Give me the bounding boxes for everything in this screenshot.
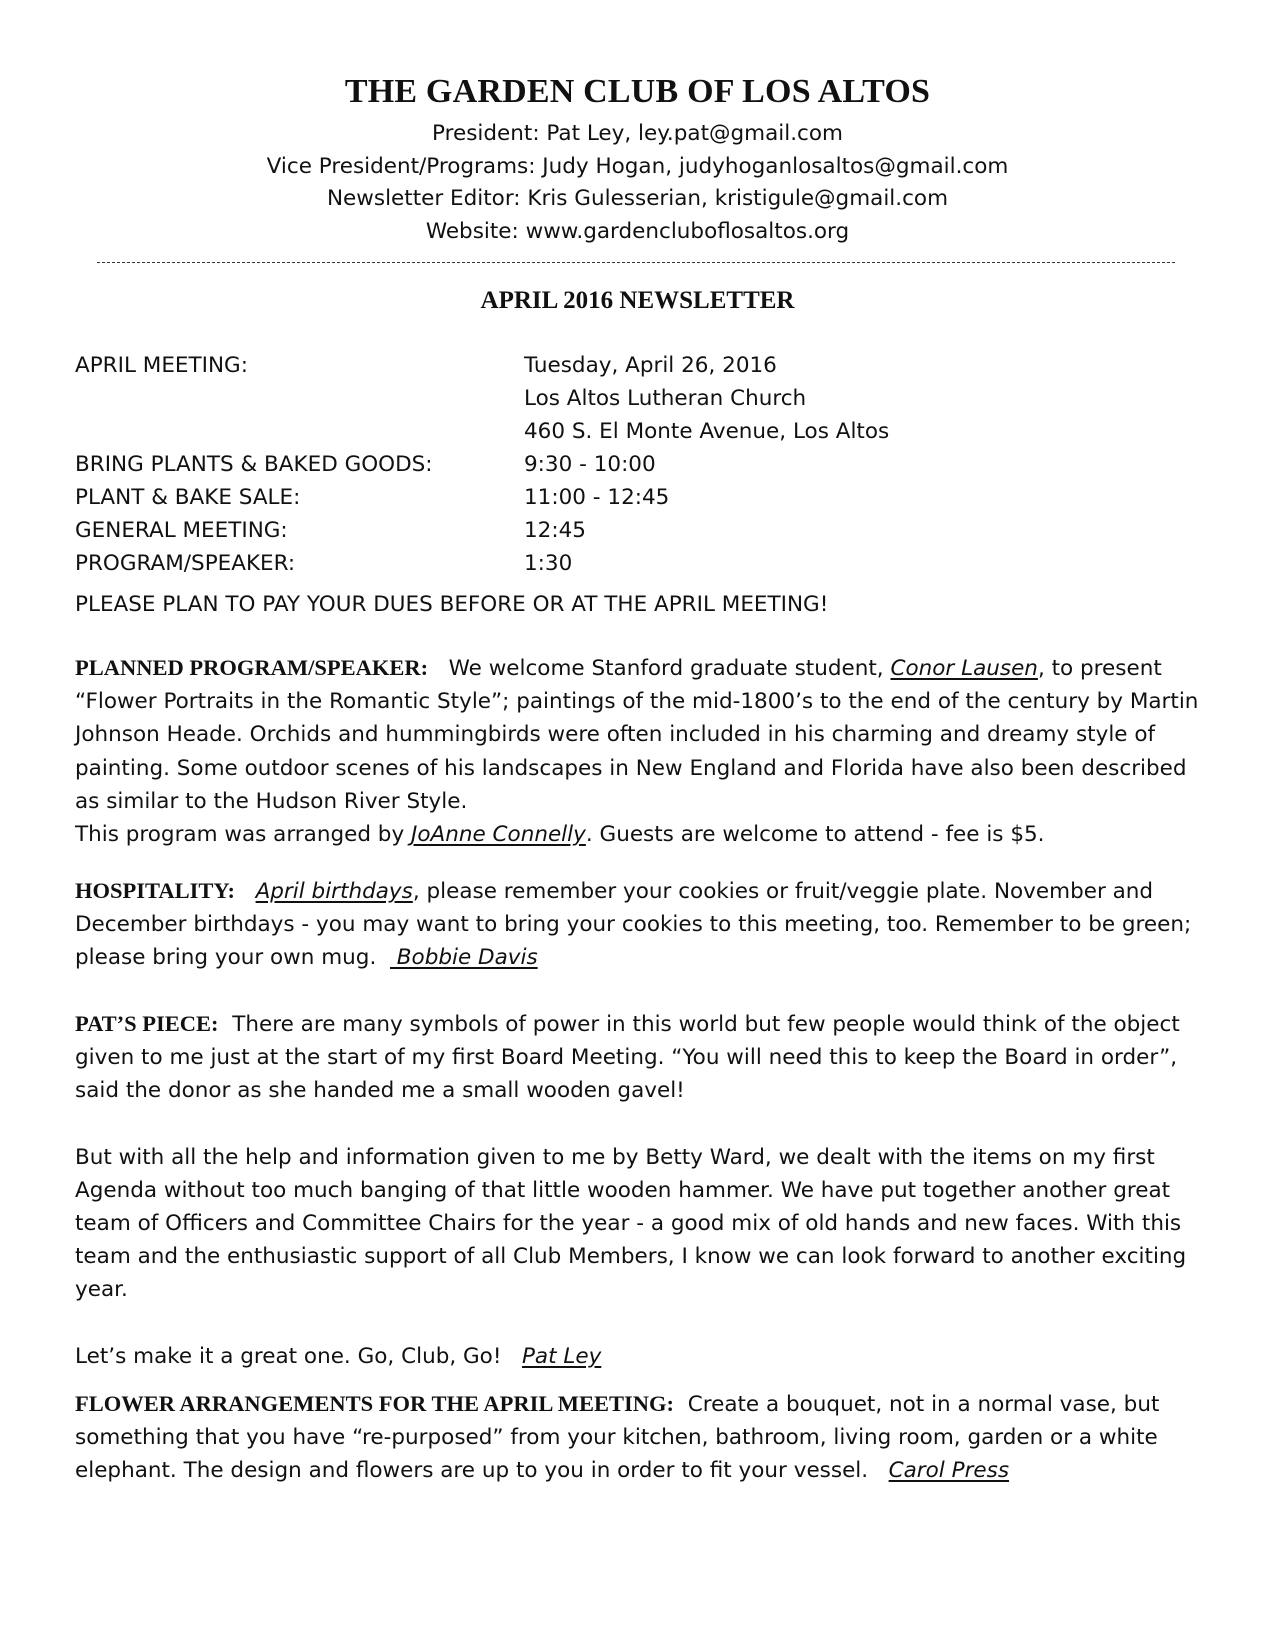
schedule-value: 1:30 bbox=[524, 551, 573, 576]
flower-arrangements-heading: FLOWER ARRANGEMENTS FOR THE APRIL MEETING: bbox=[75, 1391, 675, 1416]
program-section bbox=[75, 651, 1205, 851]
schedule-row bbox=[75, 514, 1195, 547]
hospitality-text: , please remember your cookies or fruit/veggie plate. November and December birthdays - you may want to bring your cookies to this meeting, too. Remember to be green; please bring your own mug. bbox=[75, 879, 1199, 971]
contact-block bbox=[0, 118, 1275, 248]
flower-arrangements-paragraph bbox=[75, 1387, 1205, 1488]
schedule-value: Los Altos Lutheran Church bbox=[524, 386, 807, 411]
hospitality-heading: HOSPITALITY: bbox=[75, 878, 236, 903]
pats-piece-heading: PAT’S PIECE: bbox=[75, 1011, 219, 1036]
newsletter-title: APRIL 2016 NEWSLETTER bbox=[480, 287, 795, 314]
schedule-value: Tuesday, April 26, 2016 bbox=[524, 353, 777, 378]
schedule-row bbox=[75, 547, 1195, 580]
schedule-row bbox=[75, 448, 1195, 481]
schedule-row bbox=[75, 382, 1195, 415]
pats-piece-paragraph-3 bbox=[75, 1340, 1205, 1373]
arranger-name: JoAnne Connelly bbox=[411, 822, 586, 848]
pats-piece-text: There are many symbols of power in this world but few people would think of the object given to me just at the start of my first Board Meeting. “You will need this to keep the Board in order”, said the donor as she handed me a small wooden gavel! bbox=[75, 1012, 1187, 1104]
dues-notice: PLEASE PLAN TO PAY YOUR DUES BEFORE OR AT THE APRIL MEETING! bbox=[75, 592, 829, 617]
dues-notice-section bbox=[75, 588, 1205, 621]
dashed-divider bbox=[97, 262, 1175, 263]
vice-president-line: Vice President/Programs: Judy Hogan, judyhoganlosaltos@gmail.com bbox=[266, 153, 1009, 179]
program-paragraph bbox=[75, 651, 1205, 818]
program-text: We welcome Stanford graduate student, bbox=[428, 656, 891, 681]
program-text: , to present “Flower Portraits in the Romantic Style”; paintings of the mid-1800’s to the end of the century by Martin Johnson Heade. Orchids and hummingbirds were often included in his charming and dreamy style of painting. Some outdoor scenes of his landscapes in New England and Florida have also been described as similar to the Hudson River Style. bbox=[75, 656, 1199, 814]
schedule-label: BRING PLANTS & BAKED GOODS: bbox=[75, 452, 433, 477]
program-text: This program was arranged by bbox=[75, 822, 412, 848]
speaker-name: Conor Lausen bbox=[890, 656, 1038, 681]
editor-line: Newsletter Editor: Kris Gulesserian, kristigule@gmail.com bbox=[326, 186, 949, 211]
schedule-label: GENERAL MEETING: bbox=[75, 518, 288, 543]
pats-piece-paragraph-2: But with all the help and information given to me by Betty Ward, we dealt with the items on my first Agenda without too much banging of that little wooden hammer. We have put together another great team of Officers and Committee Chairs for the year - a good mix of old hands and new faces. With this team and the enthusiastic support of all Club Members, I know we can look forward to another exciting year. bbox=[75, 1144, 1187, 1303]
meeting-schedule bbox=[75, 349, 1195, 580]
schedule-label: PROGRAM/SPEAKER: bbox=[75, 551, 296, 576]
schedule-label: PLANT & BAKE SALE: bbox=[75, 485, 301, 510]
pats-piece-signature: Pat Ley bbox=[521, 1343, 602, 1369]
schedule-value: 11:00 - 12:45 bbox=[524, 485, 670, 510]
pats-piece-section bbox=[75, 1007, 1205, 1373]
program-text: . Guests are welcome to attend - fee is $5. bbox=[585, 822, 1045, 848]
schedule-value: 460 S. El Monte Avenue, Los Altos bbox=[524, 419, 890, 444]
schedule-row bbox=[75, 415, 1195, 448]
club-title: THE GARDEN CLUB OF LOS ALTOS bbox=[344, 73, 931, 110]
schedule-label: APRIL MEETING: bbox=[75, 353, 248, 378]
birthdays-highlight: April birthdays bbox=[255, 879, 413, 904]
hospitality-section bbox=[75, 874, 1205, 975]
flower-arrangements-text: Create a bouquet, not in a normal vase, but something that you have “re-purposed” from your kitchen, bathroom, living room, garden or a white elephant. The design and flowers are up to you in order to fit your vessel. bbox=[75, 1392, 1167, 1484]
program-heading: PLANNED PROGRAM/SPEAKER: bbox=[75, 655, 429, 680]
schedule-value: 9:30 - 10:00 bbox=[524, 452, 656, 477]
president-line: President: Pat Ley, ley.pat@gmail.com bbox=[432, 121, 843, 146]
hospitality-signature: Bobbie Davis bbox=[389, 945, 538, 971]
hospitality-paragraph bbox=[75, 874, 1205, 975]
schedule-value: 12:45 bbox=[524, 518, 586, 543]
program-arranged-paragraph bbox=[75, 818, 1205, 851]
pats-piece-paragraph-1 bbox=[75, 1007, 1205, 1108]
flower-arrangements-signature: Carol Press bbox=[888, 1458, 1010, 1484]
flower-arrangements-section bbox=[75, 1387, 1205, 1488]
pats-piece-text: Let’s make it a great one. Go, Club, Go! bbox=[75, 1343, 522, 1369]
website-line: Website: www.gardencluboflosaltos.org bbox=[425, 218, 850, 244]
schedule-row bbox=[75, 349, 1195, 382]
schedule-row bbox=[75, 481, 1195, 514]
